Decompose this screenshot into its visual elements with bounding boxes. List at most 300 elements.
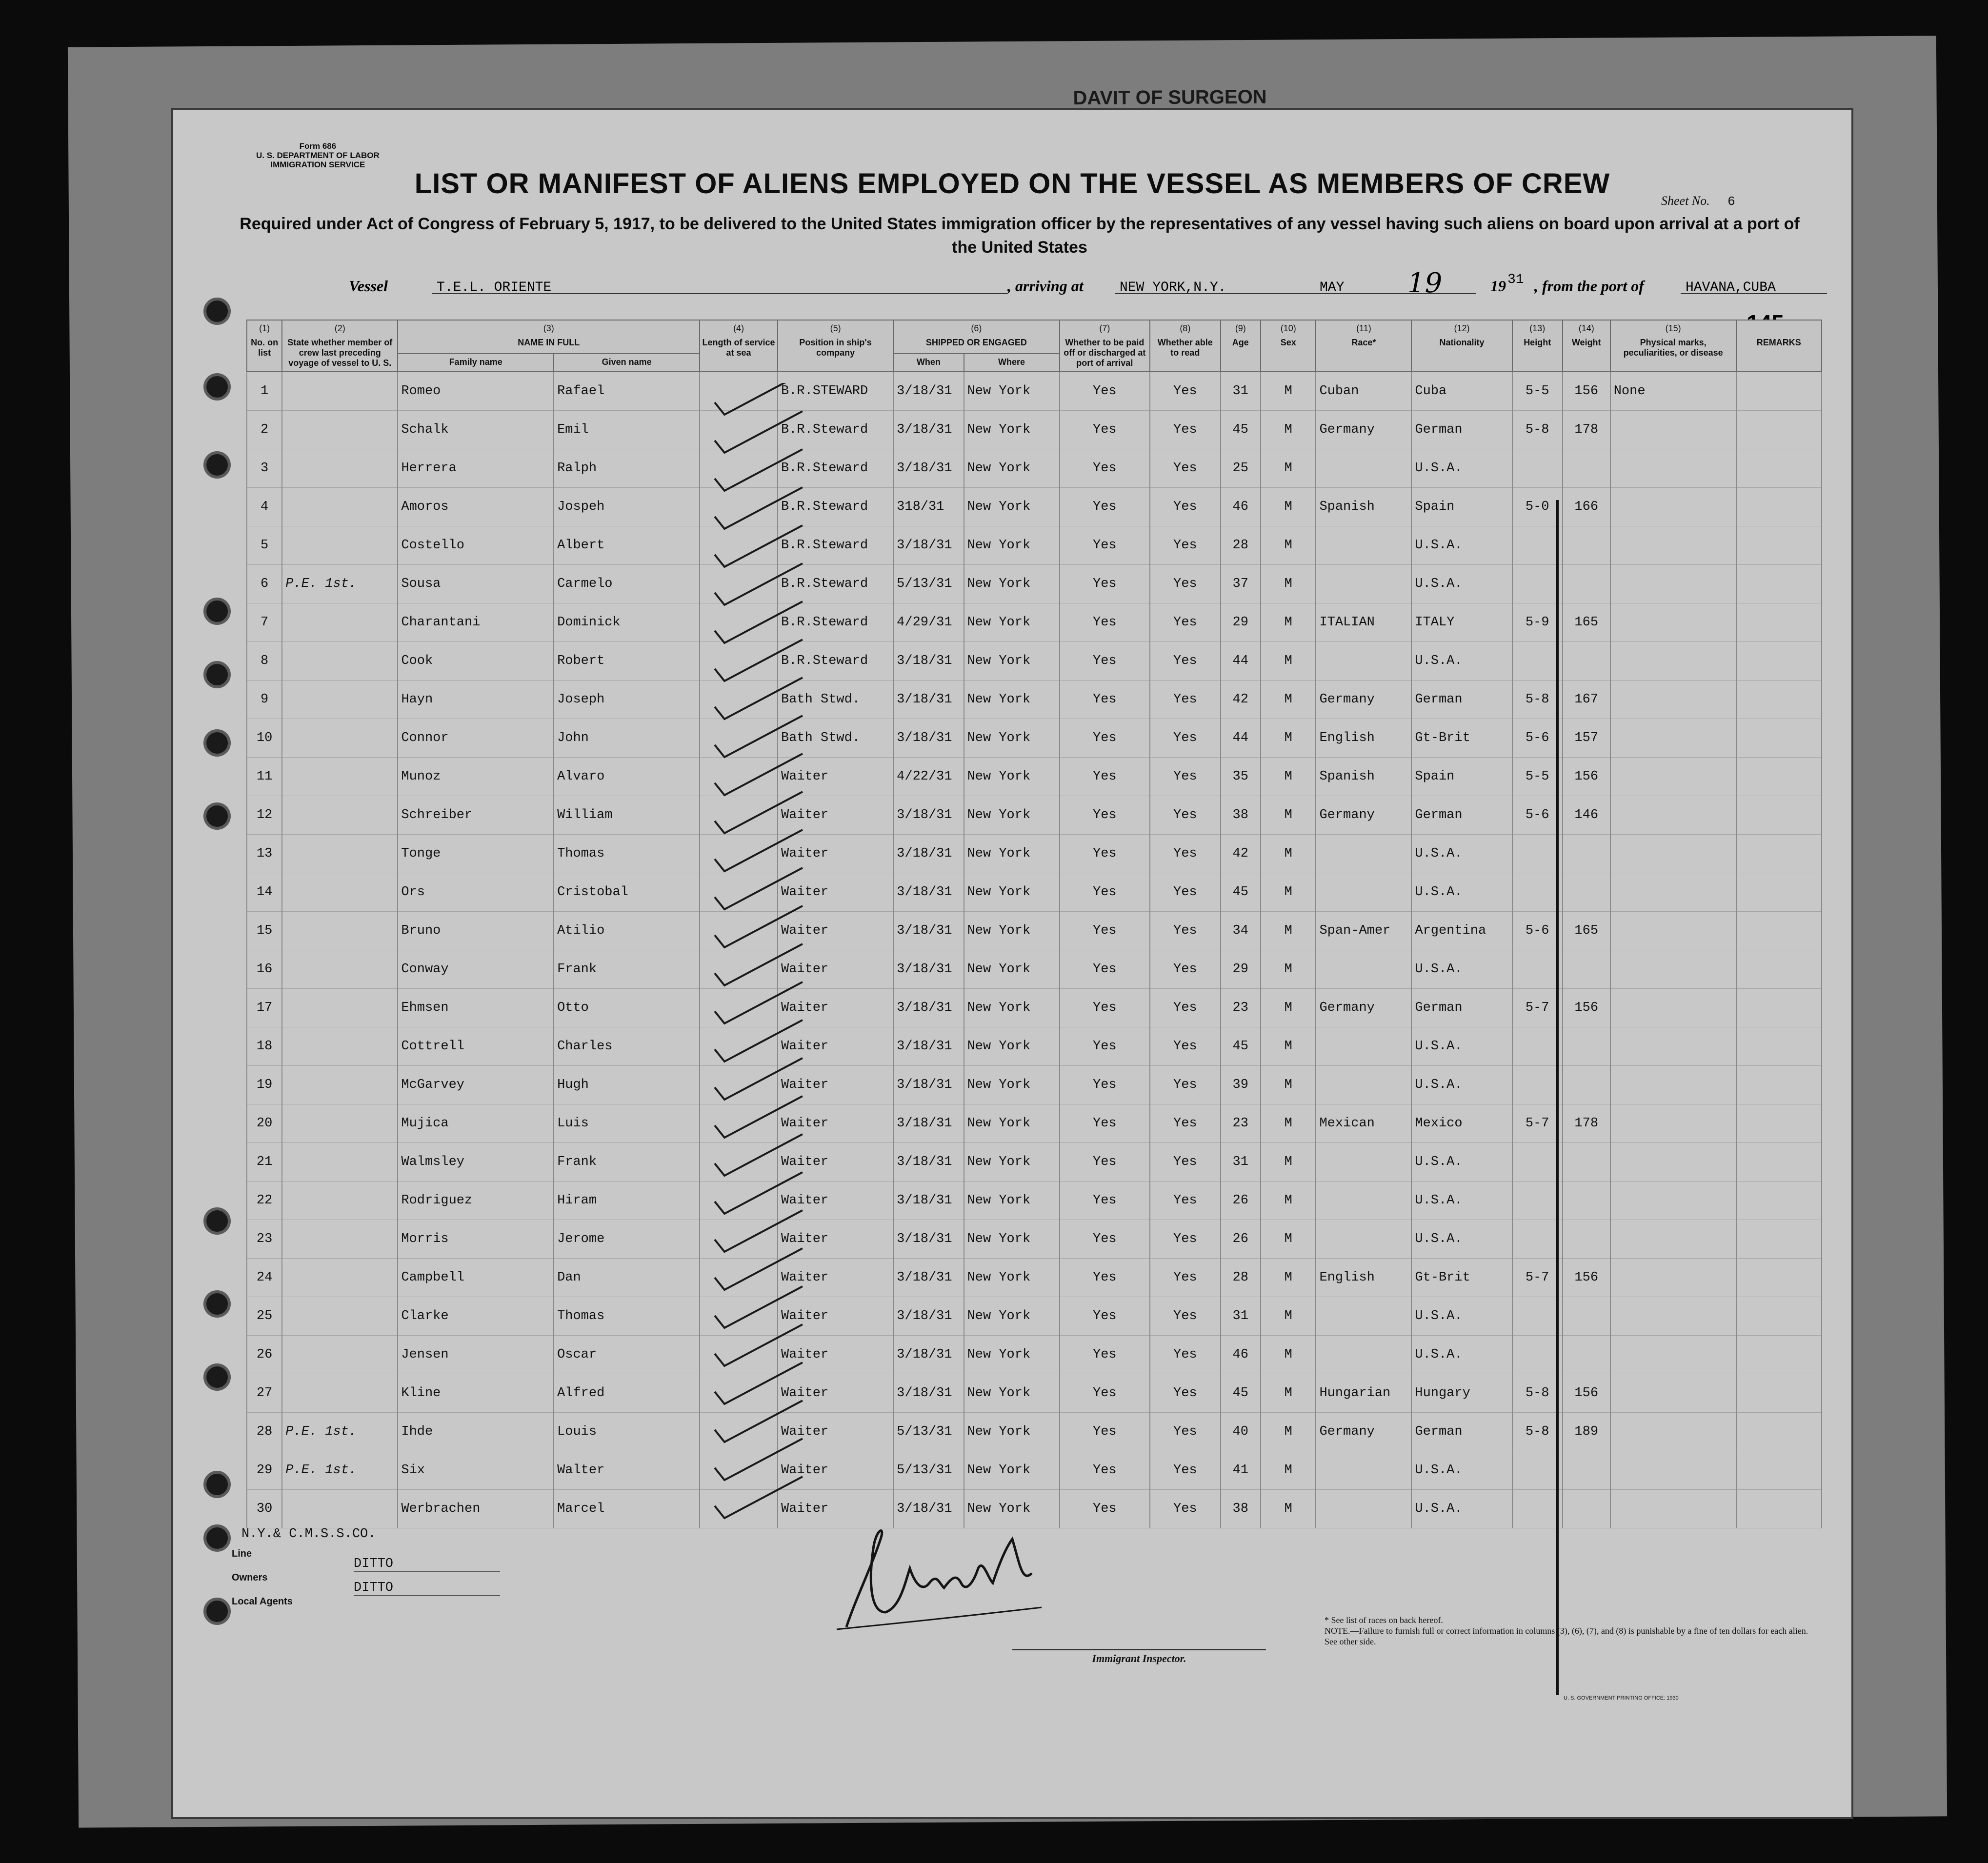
cell-paid: Yes <box>1060 488 1150 526</box>
cell-where: New York <box>964 681 1060 719</box>
checkmark <box>715 1172 803 1214</box>
cell-sex: M <box>1261 488 1316 526</box>
cell-height: 5-8 <box>1512 411 1563 449</box>
checkmarks <box>685 383 832 1603</box>
cell-given: Robert <box>554 642 700 681</box>
cell-nationality: U.S.A. <box>1411 1451 1512 1490</box>
cell-position: Waiter <box>778 989 893 1027</box>
cell-sex: M <box>1261 681 1316 719</box>
cell-where: New York <box>964 449 1060 488</box>
cell-position: B.R.Steward <box>778 642 893 681</box>
cell-family: Clarke <box>398 1297 554 1336</box>
cell-sex: M <box>1261 950 1316 989</box>
cell-family: Campbell <box>398 1259 554 1297</box>
cell-position: Waiter <box>778 835 893 873</box>
cell-position: Waiter <box>778 1336 893 1374</box>
checkmark <box>715 449 803 491</box>
cell-note <box>282 719 398 758</box>
cell-remarks <box>1736 950 1822 989</box>
table-row <box>247 372 1822 411</box>
crew-manifest-table <box>246 320 1822 1528</box>
cell-position: Waiter <box>778 1027 893 1066</box>
col-state-header: (2) State whether member of crew last preceding voyage of vessel to U. S. <box>282 320 398 372</box>
cell-read: Yes <box>1150 912 1220 950</box>
cell-given: Otto <box>554 989 700 1027</box>
col-family-header: Family name <box>398 354 554 372</box>
cell-paid: Yes <box>1060 449 1150 488</box>
cell-age: 38 <box>1221 796 1261 835</box>
cell-paid: Yes <box>1060 642 1150 681</box>
cell-position: Waiter <box>778 1143 893 1182</box>
cell-given: Carmelo <box>554 565 700 603</box>
cell-position: B.R.Steward <box>778 565 893 603</box>
cell-where: New York <box>964 488 1060 526</box>
cell-marks <box>1610 488 1736 526</box>
table-row <box>247 796 1822 835</box>
cell-height: 5-8 <box>1512 681 1563 719</box>
cell-when: 3/18/31 <box>893 835 964 873</box>
cell-nationality: Spain <box>1411 758 1512 796</box>
cell-marks <box>1610 1104 1736 1143</box>
cell-family: Morris <box>398 1220 554 1259</box>
form-meta <box>256 141 380 169</box>
from-underline <box>1681 293 1827 294</box>
cell-no: 8 <box>247 642 282 681</box>
cell-where: New York <box>964 1143 1060 1182</box>
checkmark <box>715 982 803 1023</box>
ditto-line <box>1556 500 1559 1695</box>
cell-where: New York <box>964 1027 1060 1066</box>
cell-note <box>282 1027 398 1066</box>
checkmark <box>715 1248 803 1290</box>
cell-race: Spanish <box>1316 758 1411 796</box>
table-row <box>247 1336 1822 1374</box>
manifest-body <box>247 372 1822 1528</box>
cell-weight: 156 <box>1563 372 1610 411</box>
checkmark <box>715 1058 803 1100</box>
cell-given: Luis <box>554 1104 700 1143</box>
cell-race <box>1316 835 1411 873</box>
cell-read: Yes <box>1150 681 1220 719</box>
cell-note <box>282 873 398 912</box>
cell-nationality: U.S.A. <box>1411 565 1512 603</box>
cell-no: 24 <box>247 1259 282 1297</box>
cell-nationality: German <box>1411 411 1512 449</box>
cell-read: Yes <box>1150 488 1220 526</box>
gpo-imprint: U. S. GOVERNMENT PRINTING OFFICE: 1930 <box>1564 1695 1679 1701</box>
cell-age: 45 <box>1221 1374 1261 1413</box>
line-label: Line <box>232 1548 252 1559</box>
cell-height <box>1512 1297 1563 1336</box>
cell-paid: Yes <box>1060 912 1150 950</box>
cell-note <box>282 372 398 411</box>
cell-nationality: Argentina <box>1411 912 1512 950</box>
cell-note: P.E. 1st. <box>282 1413 398 1451</box>
cell-sex: M <box>1261 912 1316 950</box>
table-row <box>247 1066 1822 1104</box>
cell-remarks <box>1736 411 1822 449</box>
cell-remarks <box>1736 1374 1822 1413</box>
cell-when: 3/18/31 <box>893 642 964 681</box>
table-row <box>247 950 1822 989</box>
cell-height: 5-7 <box>1512 1259 1563 1297</box>
cell-paid: Yes <box>1060 526 1150 565</box>
col-given-header: Given name <box>554 354 700 372</box>
agents-label: Local Agents <box>232 1596 293 1607</box>
cell-when: 5/13/31 <box>893 565 964 603</box>
cell-family: Munoz <box>398 758 554 796</box>
checkmark <box>715 383 803 415</box>
cell-where: New York <box>964 912 1060 950</box>
cell-paid: Yes <box>1060 1066 1150 1104</box>
cell-weight <box>1563 1451 1610 1490</box>
col-when-header: When <box>893 354 964 372</box>
cell-family: Schreiber <box>398 796 554 835</box>
cell-sex: M <box>1261 1413 1316 1451</box>
cell-sex: M <box>1261 1451 1316 1490</box>
cell-remarks <box>1736 1297 1822 1336</box>
table-row <box>247 912 1822 950</box>
cell-read: Yes <box>1150 372 1220 411</box>
cell-family: Ihde <box>398 1413 554 1451</box>
binder-hole <box>203 1207 231 1235</box>
binder-hole <box>203 598 231 625</box>
checkmark <box>715 868 803 909</box>
cell-remarks <box>1736 1413 1822 1451</box>
table-row <box>247 835 1822 873</box>
cell-age: 31 <box>1221 372 1261 411</box>
cell-nationality: German <box>1411 989 1512 1027</box>
cell-family: Werbrachen <box>398 1490 554 1528</box>
cell-age: 28 <box>1221 526 1261 565</box>
cell-weight <box>1563 1490 1610 1528</box>
line-value: N.Y.& C.M.S.S.CO. <box>241 1527 376 1542</box>
cell-paid: Yes <box>1060 1490 1150 1528</box>
cell-nationality: Mexico <box>1411 1104 1512 1143</box>
voyage-line <box>320 266 1832 300</box>
cell-age: 45 <box>1221 411 1261 449</box>
col-read-header: (8) Whether able to read <box>1150 320 1220 372</box>
cell-race: ITALIAN <box>1316 603 1411 642</box>
cell-no: 27 <box>247 1374 282 1413</box>
cell-paid: Yes <box>1060 796 1150 835</box>
races-note: * See list of races on back hereof. <box>1325 1615 1443 1625</box>
cell-sex: M <box>1261 719 1316 758</box>
col-paid-header: (7) Whether to be paid off or discharged at port of arrival <box>1060 320 1150 372</box>
cell-sex: M <box>1261 1104 1316 1143</box>
cell-age: 26 <box>1221 1182 1261 1220</box>
cell-where: New York <box>964 1297 1060 1336</box>
service: IMMIGRATION SERVICE <box>270 160 365 169</box>
checkmark <box>715 716 803 757</box>
cell-family: Herrera <box>398 449 554 488</box>
cell-when: 5/13/31 <box>893 1451 964 1490</box>
cell-read: Yes <box>1150 1413 1220 1451</box>
cell-weight: 156 <box>1563 989 1610 1027</box>
fine-note: NOTE.—Failure to furnish full or correct information in columns (3), (6), (7), and (8) is punishable by a fine of ten dollars for each alien. See other side. <box>1325 1626 1808 1646</box>
inspector-label: Immigrant Inspector. <box>1012 1649 1266 1665</box>
checkmark <box>715 1401 803 1442</box>
cell-marks <box>1610 449 1736 488</box>
cell-marks <box>1610 1259 1736 1297</box>
cell-race: Germany <box>1316 411 1411 449</box>
cell-weight <box>1563 642 1610 681</box>
cell-marks: None <box>1610 372 1736 411</box>
cell-height <box>1512 1027 1563 1066</box>
cell-given: Hugh <box>554 1066 700 1104</box>
cell-when: 3/18/31 <box>893 1027 964 1066</box>
from-port: HAVANA,CUBA <box>1686 280 1776 295</box>
cell-position: Waiter <box>778 912 893 950</box>
cell-race: Germany <box>1316 681 1411 719</box>
cell-height: 5-0 <box>1512 488 1563 526</box>
cell-race: Germany <box>1316 796 1411 835</box>
cell-note <box>282 488 398 526</box>
cell-remarks <box>1736 526 1822 565</box>
cell-read: Yes <box>1150 526 1220 565</box>
checkmark <box>715 1286 803 1328</box>
cell-where: New York <box>964 1104 1060 1143</box>
cell-race <box>1316 1451 1411 1490</box>
cell-note <box>282 1259 398 1297</box>
cell-no: 1 <box>247 372 282 411</box>
table-row <box>247 1143 1822 1182</box>
cell-read: Yes <box>1150 1490 1220 1528</box>
cell-sex: M <box>1261 526 1316 565</box>
cell-position: Waiter <box>778 950 893 989</box>
col-where-header: Where <box>964 354 1060 372</box>
col-remarks-header: REMARKS <box>1736 320 1822 372</box>
cell-no: 3 <box>247 449 282 488</box>
cell-sex: M <box>1261 1297 1316 1336</box>
cell-where: New York <box>964 603 1060 642</box>
cell-family: Schalk <box>398 411 554 449</box>
cell-family: Costello <box>398 526 554 565</box>
arrival-underline <box>1115 293 1476 294</box>
cell-family: Romeo <box>398 372 554 411</box>
arriving-label: , arriving at <box>1007 277 1084 295</box>
cell-note <box>282 1297 398 1336</box>
col-age-header: (9) Age <box>1221 320 1261 372</box>
cell-race <box>1316 1182 1411 1220</box>
cell-note <box>282 526 398 565</box>
cell-height <box>1512 526 1563 565</box>
cell-family: Hayn <box>398 681 554 719</box>
page-title: LIST OR MANIFEST OF ALIENS EMPLOYED ON THE VESSEL AS MEMBERS OF CREW <box>414 168 1610 200</box>
checkmark <box>715 1362 803 1404</box>
cell-paid: Yes <box>1060 1182 1150 1220</box>
cell-position: Waiter <box>778 1182 893 1220</box>
cell-nationality: Spain <box>1411 488 1512 526</box>
cell-read: Yes <box>1150 989 1220 1027</box>
cell-sex: M <box>1261 411 1316 449</box>
cell-when: 3/18/31 <box>893 1220 964 1259</box>
cell-position: Waiter <box>778 1220 893 1259</box>
cell-note <box>282 1220 398 1259</box>
binder-hole <box>203 729 231 757</box>
cell-family: Kline <box>398 1374 554 1413</box>
cell-height <box>1512 1220 1563 1259</box>
cell-when: 3/18/31 <box>893 1336 964 1374</box>
cell-weight <box>1563 835 1610 873</box>
cell-where: New York <box>964 873 1060 912</box>
cell-family: Charantani <box>398 603 554 642</box>
binder-hole <box>203 1290 231 1318</box>
cell-family: Mujica <box>398 1104 554 1143</box>
cell-age: 28 <box>1221 1259 1261 1297</box>
cell-given: Rafael <box>554 372 700 411</box>
cell-paid: Yes <box>1060 1451 1150 1490</box>
binder-hole <box>203 373 231 401</box>
from-label: , from the port of <box>1534 277 1644 295</box>
cell-note <box>282 835 398 873</box>
checkmark <box>715 754 803 795</box>
cell-marks <box>1610 1336 1736 1374</box>
cell-race <box>1316 1220 1411 1259</box>
cell-note <box>282 796 398 835</box>
cell-when: 3/18/31 <box>893 1143 964 1182</box>
cell-given: Walter <box>554 1451 700 1490</box>
cell-race: Mexican <box>1316 1104 1411 1143</box>
binder-hole <box>203 661 231 688</box>
checkmark <box>715 830 803 871</box>
cell-when: 3/18/31 <box>893 681 964 719</box>
cell-height <box>1512 1451 1563 1490</box>
cell-age: 41 <box>1221 1451 1261 1490</box>
cell-given: Dominick <box>554 603 700 642</box>
cell-race <box>1316 642 1411 681</box>
cell-read: Yes <box>1150 1182 1220 1220</box>
cell-race: English <box>1316 719 1411 758</box>
owners-value-1: DITTO <box>354 1557 394 1571</box>
cell-no: 11 <box>247 758 282 796</box>
cell-nationality: U.S.A. <box>1411 1297 1512 1336</box>
cell-nationality: U.S.A. <box>1411 642 1512 681</box>
cell-marks <box>1610 642 1736 681</box>
checkmark <box>715 487 803 529</box>
table-row <box>247 719 1822 758</box>
cell-weight <box>1563 1066 1610 1104</box>
cell-marks <box>1610 1374 1736 1413</box>
cell-family: Sousa <box>398 565 554 603</box>
cell-remarks <box>1736 835 1822 873</box>
cell-weight <box>1563 1182 1610 1220</box>
cell-where: New York <box>964 989 1060 1027</box>
cell-marks <box>1610 1451 1736 1490</box>
cell-where: New York <box>964 758 1060 796</box>
cell-read: Yes <box>1150 1143 1220 1182</box>
cell-marks <box>1610 912 1736 950</box>
checkmark <box>715 525 803 567</box>
arrival-month: MAY <box>1320 280 1345 295</box>
cell-height: 5-6 <box>1512 796 1563 835</box>
cell-remarks <box>1736 1220 1822 1259</box>
cell-race: Germany <box>1316 989 1411 1027</box>
cell-weight: 189 <box>1563 1413 1610 1451</box>
cell-age: 31 <box>1221 1143 1261 1182</box>
table-row <box>247 565 1822 603</box>
cell-height <box>1512 1143 1563 1182</box>
cell-weight <box>1563 873 1610 912</box>
cell-when: 3/18/31 <box>893 411 964 449</box>
cell-no: 4 <box>247 488 282 526</box>
cell-no: 22 <box>247 1182 282 1220</box>
cell-marks <box>1610 835 1736 873</box>
cell-read: Yes <box>1150 1336 1220 1374</box>
cell-age: 42 <box>1221 835 1261 873</box>
cell-remarks <box>1736 1027 1822 1066</box>
cell-weight: 178 <box>1563 411 1610 449</box>
cell-paid: Yes <box>1060 1259 1150 1297</box>
cell-note <box>282 912 398 950</box>
page-subtitle: Required under Act of Congress of February 5, 1917, to be delivered to the United States immigration officer by the representatives of any vessel having such aliens on board upon arrival at a port of the United States <box>240 215 1800 257</box>
cell-when: 318/31 <box>893 488 964 526</box>
cell-given: Louis <box>554 1413 700 1451</box>
cell-weight: 167 <box>1563 681 1610 719</box>
cell-given: Thomas <box>554 1297 700 1336</box>
cell-paid: Yes <box>1060 1220 1150 1259</box>
table-row <box>247 873 1822 912</box>
cell-note <box>282 758 398 796</box>
cell-read: Yes <box>1150 603 1220 642</box>
footer-note <box>1325 1615 1812 1647</box>
table-row <box>247 1259 1822 1297</box>
cell-nationality: U.S.A. <box>1411 449 1512 488</box>
cell-age: 34 <box>1221 912 1261 950</box>
checkmark <box>715 1439 803 1480</box>
cell-where: New York <box>964 835 1060 873</box>
cell-nationality: U.S.A. <box>1411 1066 1512 1104</box>
checkmark <box>715 792 803 833</box>
cell-no: 7 <box>247 603 282 642</box>
cell-height: 5-5 <box>1512 758 1563 796</box>
cell-remarks <box>1736 1259 1822 1297</box>
arrival-port: NEW YORK,N.Y. <box>1120 280 1226 295</box>
checkmark <box>715 563 803 605</box>
cell-where: New York <box>964 411 1060 449</box>
cell-marks <box>1610 411 1736 449</box>
cell-no: 20 <box>247 1104 282 1143</box>
cell-race <box>1316 950 1411 989</box>
cell-height <box>1512 1490 1563 1528</box>
cell-where: New York <box>964 1374 1060 1413</box>
cell-paid: Yes <box>1060 411 1150 449</box>
cell-remarks <box>1736 603 1822 642</box>
cell-read: Yes <box>1150 758 1220 796</box>
binder-hole <box>203 451 231 479</box>
cell-height <box>1512 873 1563 912</box>
cell-where: New York <box>964 796 1060 835</box>
cell-family: Rodriguez <box>398 1182 554 1220</box>
cell-paid: Yes <box>1060 758 1150 796</box>
cell-weight: 165 <box>1563 603 1610 642</box>
cell-when: 3/18/31 <box>893 372 964 411</box>
cell-nationality: U.S.A. <box>1411 835 1512 873</box>
col-position-header: (5) Position in ship's company <box>778 320 893 372</box>
cell-sex: M <box>1261 1027 1316 1066</box>
cell-read: Yes <box>1150 642 1220 681</box>
table-row <box>247 1374 1822 1413</box>
cell-note <box>282 681 398 719</box>
cell-sex: M <box>1261 758 1316 796</box>
cell-read: Yes <box>1150 719 1220 758</box>
cell-nationality: U.S.A. <box>1411 873 1512 912</box>
cell-when: 3/18/31 <box>893 989 964 1027</box>
cell-age: 35 <box>1221 758 1261 796</box>
cell-height <box>1512 950 1563 989</box>
cell-remarks <box>1736 642 1822 681</box>
cell-sex: M <box>1261 1259 1316 1297</box>
